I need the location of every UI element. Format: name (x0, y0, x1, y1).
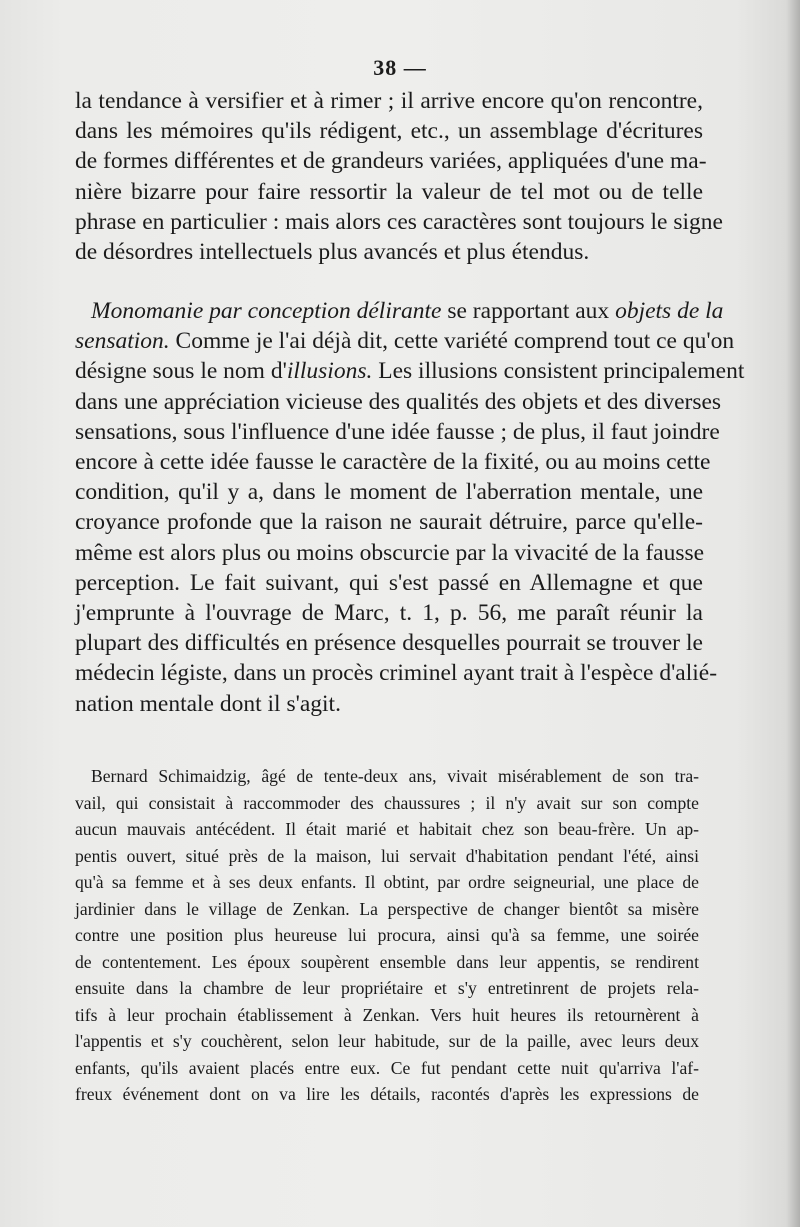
text-fragment: désigne sous le nom d' (75, 358, 287, 385)
quote-line: aucun mauvais antécédent. Il était marié et habitait chez son beau-frère. Un ap- (75, 819, 699, 839)
quote-line: l'appentis et s'y couchèrent, selon leur habitude, sur de la paille, avec leurs deux (75, 1031, 699, 1051)
quote-line: freux événement dont on va lire les détails, racontés d'après les expressions de (75, 1084, 699, 1104)
quote-line: ensuite dans la chambre de leur propriétaire et s'y entretinrent de projets rela- (75, 978, 699, 998)
italic-term: Monomanie par conception délirante (91, 298, 442, 324)
text-line (75, 356, 745, 386)
text-line: perception. Le fait suivant, qui s'est passé en Allemagne et que (75, 569, 703, 596)
italic-term: objets de la (615, 298, 724, 324)
quote-line: contre une position plus heureuse lui procura, ainsi qu'à sa femme, une soirée (75, 925, 699, 945)
text-line: nation mentale dont il s'agit. (75, 690, 341, 717)
quote-line: pentis ouvert, situé près de la maison, lui servait d'habitation pendant l'été, ainsi (75, 845, 699, 866)
text-line: j'emprunte à l'ouvrage de Marc, t. 1, p. 56, me paraît réunir la (75, 600, 703, 627)
text-line: plupart des difficultés en présence desquelles pourrait se trouver le (75, 630, 703, 657)
text-line: croyance profonde que la raison ne saurait détruire, parce qu'elle- (75, 509, 703, 536)
text-line (75, 296, 724, 326)
text-line: phrase en particulier : mais alors ces caractères sont toujours le signe (75, 208, 723, 235)
text-fragment: se rapportant aux (441, 298, 616, 324)
quote-line: tifs à leur prochain établissement à Zenkan. Vers huit heures ils retournèrent à (75, 1004, 699, 1025)
text-line: médecin légiste, dans un procès criminel ayant trait à l'espèce d'alié- (75, 660, 718, 687)
text-line: dans une appréciation vicieuse des qualités des objets et des diverses (75, 388, 722, 415)
text-line: condition, qu'il y a, dans le moment de l'aberration mentale, une (75, 479, 703, 506)
italic-term: illusions. (286, 358, 373, 385)
text-line: dans les mémoires qu'ils rédigent, etc., un assemblage d'écritures (75, 118, 703, 145)
text-fragment: Les illusions consistent principalement (372, 358, 745, 385)
text-line: de désordres intellectuels plus avancés et plus étendus. (75, 239, 590, 266)
paragraph-1 (75, 86, 723, 267)
quote-line: de contentement. Les époux soupèrent ensemble dans leur appentis, se rendirent (75, 951, 699, 972)
text-line (75, 326, 735, 356)
quotation-block (75, 763, 699, 1108)
paragraph-2 (75, 296, 745, 719)
text-line: de formes différentes et de grandeurs variées, appliquées d'une ma- (75, 148, 707, 175)
text-line: nière bizarre pour faire ressortir la valeur de tel mot ou de telle (75, 178, 703, 205)
text-fragment: Comme je l'ai déjà dit, cette variété comprend tout ce qu'on (169, 328, 735, 355)
text-line: la tendance à versifier et à rimer ; il arrive encore qu'on rencontre, (75, 88, 703, 114)
quote-line: enfants, qu'ils avaient placés entre eux. Ce fut pendant cette nuit qu'arriva l'af- (75, 1057, 699, 1078)
quote-line: Bernard Schimaidzig, âgé de tente-deux ans, vivait misérablement de son tra- (91, 766, 699, 786)
italic-term: sensation. (75, 328, 170, 355)
page-edge-shadow (786, 0, 800, 1227)
page-number: 38 — (373, 55, 427, 80)
quote-line: qu'à sa femme et à ses deux enfants. Il obtint, par ordre seigneurial, une place de (75, 872, 699, 892)
text-line: sensations, sous l'influence d'une idée fausse ; de plus, il faut joindre (75, 418, 720, 445)
quote-line: jardinier dans le village de Zenkan. La perspective de changer bientôt sa misère (75, 898, 699, 919)
quote-line: vail, qui consistait à raccommoder des chaussures ; il n'y avait sur son compte (75, 792, 699, 813)
text-line: encore à cette idée fausse le caractère de la fixité, ou au moins cette (75, 449, 711, 476)
text-line: même est alors plus ou moins obscurcie par la vivacité de la fausse (75, 539, 705, 566)
